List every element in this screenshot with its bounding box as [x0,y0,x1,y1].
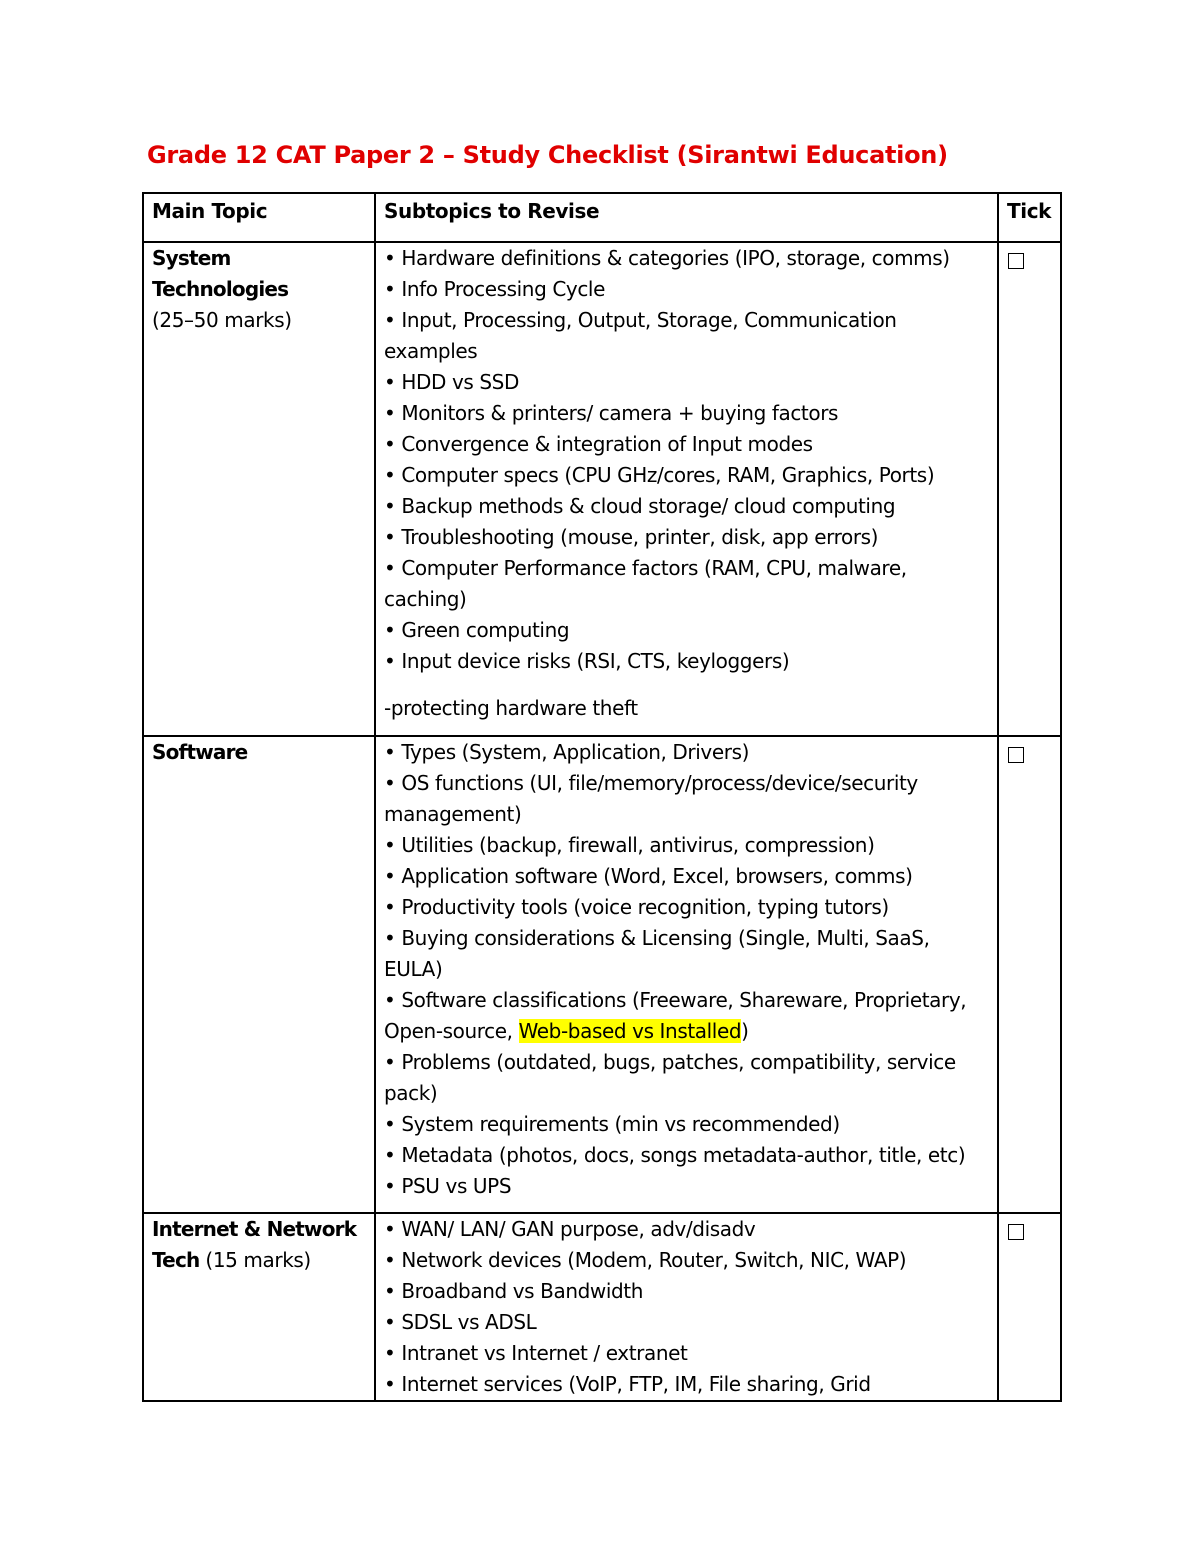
subtopic-item: • Monitors & printers/ camera + buying factors [384,401,839,425]
topic-name: Internet & Network Tech [152,1217,357,1272]
subtopic-item: • Intranet vs Internet / extranet [384,1341,688,1365]
table-row [143,1213,1061,1401]
subtopic-item: • Backup methods & cloud storage/ cloud computing [384,494,896,518]
table-header-row [143,193,1061,242]
subtopic-item: • Broadband vs Bandwidth [384,1279,644,1303]
page-title: Grade 12 CAT Paper 2 – Study Checklist (Sirantwi Education) [147,141,948,169]
subtopic-item: • Application software (Word, Excel, browsers, comms) [384,864,913,888]
subtopic-item: • System requirements (min vs recommended) [384,1112,840,1136]
tick-cell[interactable] [998,1213,1061,1401]
topic-marks: (15 marks) [205,1248,311,1272]
header-subtopics: Subtopics to Revise [375,193,998,242]
highlighted-text: Web-based vs Installed [518,1019,742,1043]
subtopics-cell [375,242,998,736]
table-row [143,736,1061,1213]
tick-cell[interactable] [998,242,1061,736]
subtopic-item: • Network devices (Modem, Router, Switch, NIC, WAP) [384,1248,907,1272]
topic-cell [143,242,375,736]
subtopic-item: • Troubleshooting (mouse, printer, disk, app errors) [384,525,879,549]
subtopic-item: • Buying considerations & Licensing (Single, Multi, SaaS, EULA) [384,926,930,981]
subtopic-item: • Utilities (backup, firewall, antivirus, compression) [384,833,875,857]
subtopic-item: • Internet services (VoIP, FTP, IM, File sharing, Grid [384,1372,871,1396]
checkbox-empty-icon[interactable] [1008,253,1024,269]
subtopic-item: • Info Processing Cycle [384,277,605,301]
subtopic-item: • Types (System, Application, Drivers) [384,740,749,764]
checkbox-empty-icon[interactable] [1008,747,1024,763]
subtopic-item [384,985,991,1047]
subtopic-note: -protecting hardware theft [384,696,638,720]
subtopic-item: • WAN/ LAN/ GAN purpose, adv/disadv [384,1217,756,1241]
subtopic-item: • Convergence & integration of Input modes [384,432,813,456]
subtopic-item: • OS functions (UI, file/memory/process/device/security management) [384,771,918,826]
subtopic-item: • Hardware definitions & categories (IPO, storage, comms) [384,246,950,270]
study-checklist-table [142,192,1062,1402]
topic-cell [143,736,375,1213]
header-tick: Tick [998,193,1061,242]
subtopic-item: • HDD vs SSD [384,370,519,394]
subtopics-cell [375,1213,998,1401]
table-row [143,242,1061,736]
subtopic-item: • PSU vs UPS [384,1174,512,1198]
subtopic-item: • Computer specs (CPU GHz/cores, RAM, Graphics, Ports) [384,463,935,487]
classification-prefix: • Software classifications (Freeware, Shareware, Proprietary, Open-source, [384,988,967,1043]
tick-cell[interactable] [998,736,1061,1213]
subtopic-item: • SDSL vs ADSL [384,1310,537,1334]
subtopic-item: • Problems (outdated, bugs, patches, compatibility, service pack) [384,1050,956,1105]
subtopics-cell [375,736,998,1213]
topic-marks: (25–50 marks) [152,308,292,332]
checkbox-empty-icon[interactable] [1008,1224,1024,1240]
subtopic-item: • Computer Performance factors (RAM, CPU, malware, caching) [384,556,907,611]
subtopic-item: • Metadata (photos, docs, songs metadata-author, title, etc) [384,1143,966,1167]
topic-name: Software [152,740,248,764]
subtopic-item: • Green computing [384,618,570,642]
topic-cell [143,1213,375,1401]
subtopic-item: • Input, Processing, Output, Storage, Communication examples [384,308,897,363]
classification-suffix: ) [741,1019,749,1043]
header-main-topic: Main Topic [143,193,375,242]
subtopic-item: • Productivity tools (voice recognition, typing tutors) [384,895,889,919]
topic-name: System Technologies [152,246,289,301]
subtopic-item: • Input device risks (RSI, CTS, keyloggers) [384,649,790,673]
